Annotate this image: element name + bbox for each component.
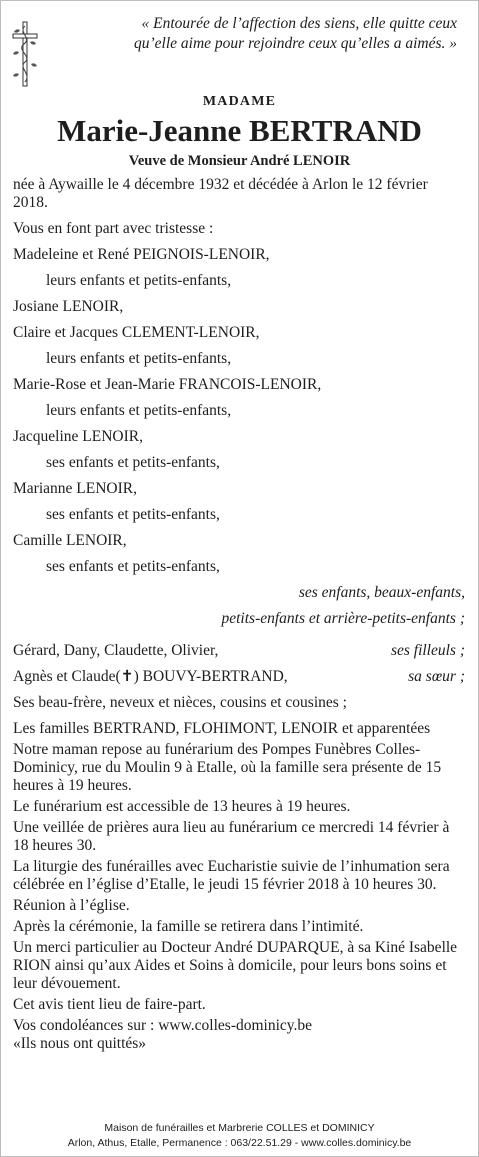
epigraph	[57, 14, 457, 54]
family-name: Marianne LENOIR,	[13, 480, 137, 497]
footer-line-1: Maison de funérailles et Marbrerie COLLES et DOMINICY	[104, 1122, 375, 1134]
liturgy-text: La liturgie des funérailles avec Eucharistie suivie de l’inhumation sera célébrée en l’église d’Etalle, le jeudi 15 février 2018 à 10 heures 30.	[13, 858, 450, 893]
condolences-text: Vos condoléances sur : www.colles-dominicy.be	[13, 1017, 313, 1034]
widow-of: Veuve de Monsieur André LENOIR	[128, 153, 351, 169]
family-name: Josiane LENOIR,	[13, 298, 124, 315]
sister-role: sa sœur ;	[408, 668, 465, 685]
family-name: Claire et Jacques CLEMENT-LENOIR,	[13, 324, 260, 341]
deceased-name: Marie-Jeanne BERTRAND	[57, 113, 422, 148]
funerarium-text: Notre maman repose au funérarium des Pompes Funèbres Colles-Dominicy, rue du Moulin 9 à Etalle, où la famille sera présente de 15 heures à 19 heures.	[13, 741, 442, 794]
birth-death-text: née à Aywaille le 4 décembre 1932 et décédée à Arlon le 12 février 2018.	[13, 176, 428, 211]
family-descendants: leurs enfants et petits-enfants,	[46, 402, 232, 419]
footer	[0, 1121, 479, 1151]
notice-text: Cet avis tient lieu de faire-part.	[13, 996, 206, 1013]
godchildren-names: Gérard, Dany, Claudette, Olivier,	[13, 642, 219, 659]
notice-body	[13, 176, 465, 1053]
family-name: Madeleine et René PEIGNOIS-LENOIR,	[13, 246, 270, 263]
vigil-text: Une veillée de prières aura lieu au funérarium ce mercredi 14 février à 18 heures 30.	[13, 819, 450, 854]
family-name: Jacqueline LENOIR,	[13, 428, 143, 445]
meeting-text: Réunion à l’église.	[13, 897, 130, 914]
family-descendants: leurs enfants et petits-enfants,	[46, 272, 232, 289]
site-section-text: «Ils nous ont quittés»	[13, 1035, 147, 1052]
announce-text: Vous en font part avec tristesse :	[13, 220, 214, 237]
epigraph-line-1: « Entourée de l’affection des siens, elle quitte ceux	[141, 15, 457, 32]
hours-text: Le funérarium est accessible de 13 heures à 19 heures.	[13, 798, 351, 815]
family-name: Camille LENOIR,	[13, 532, 127, 549]
sister-row	[13, 668, 465, 686]
summary-line-2: petits-enfants et arrière-petits-enfants ;	[221, 610, 465, 627]
footer-line-2: Arlon, Athus, Etalle, Permanence : 063/22.51.29 - www.colles.dominicy.be	[67, 1137, 412, 1149]
families-text: Les familles BERTRAND, FLOHIMONT, LENOIR et apparentées	[13, 720, 431, 737]
epigraph-line-2: qu’elle aime pour rejoindre ceux qu’elles a aimés. »	[134, 35, 457, 52]
honorific: MADAME	[202, 94, 277, 109]
family-descendants: ses enfants et petits-enfants,	[46, 454, 220, 471]
family-descendants: ses enfants et petits-enfants,	[46, 506, 220, 523]
family-name: Marie-Rose et Jean-Marie FRANCOIS-LENOIR,	[13, 376, 322, 393]
thanks-text: Un merci particulier au Docteur André DUPARQUE, à sa Kiné Isabelle RION ainsi qu’aux Aides et Soins à domicile, pour leurs bons soins et leur dévouement.	[13, 939, 458, 992]
family-descendants: leurs enfants et petits-enfants,	[46, 350, 232, 367]
cross-with-vine-icon	[10, 20, 40, 88]
summary-line-1: ses enfants, beaux-enfants,	[298, 584, 465, 601]
sister-names: Agnès et Claude(✝) BOUVY-BERTRAND,	[13, 668, 288, 685]
family-descendants: ses enfants et petits-enfants,	[46, 558, 220, 575]
intimacy-text: Après la cérémonie, la famille se retirera dans l’intimité.	[13, 918, 364, 935]
godchildren-role: ses filleuls ;	[390, 642, 465, 659]
relatives-text: Ses beau-frère, neveux et nièces, cousins et cousines ;	[13, 694, 347, 711]
godchildren-row	[13, 642, 465, 660]
